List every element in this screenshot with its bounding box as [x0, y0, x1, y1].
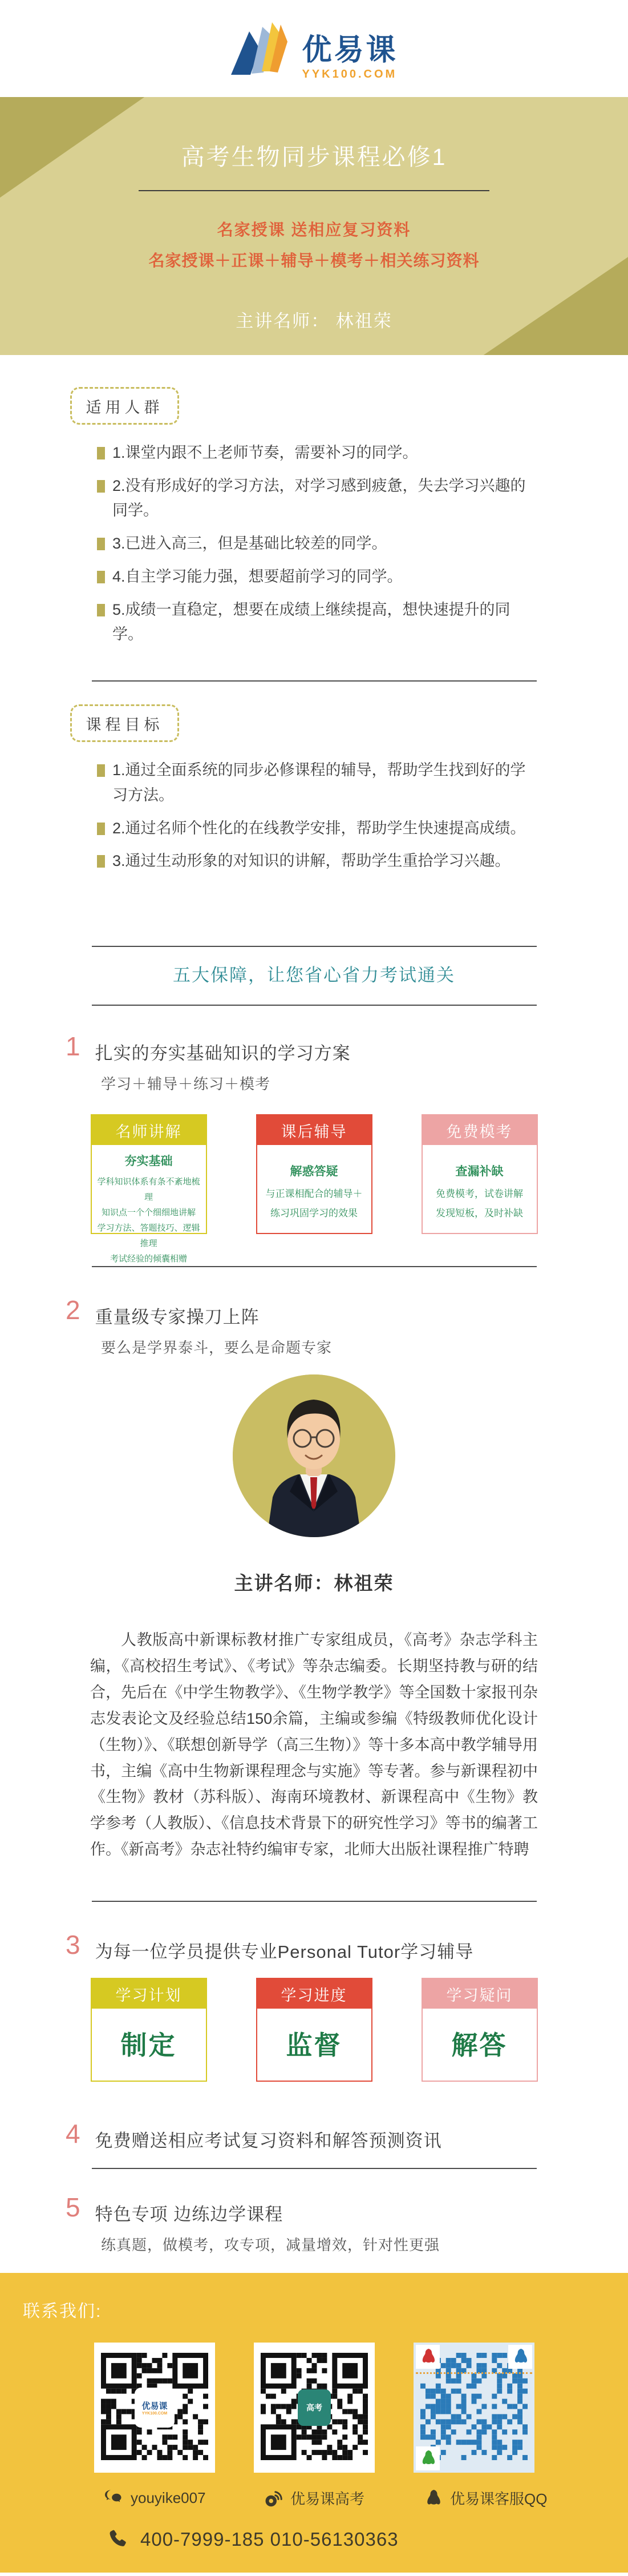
- wechat-account: youyike007: [131, 2489, 206, 2506]
- section-1-subtitle: 学习＋辅导＋练习＋模考: [101, 1075, 271, 1093]
- qr-wechat-block: [94, 2343, 215, 2509]
- section-divider: [92, 1005, 537, 1006]
- audience-list: [97, 441, 536, 647]
- plan-cards-row: [0, 1114, 628, 1264]
- brand-name: 优易课: [302, 33, 398, 67]
- qq-qr-code: [414, 2343, 534, 2473]
- penguin-icon: [508, 2345, 532, 2369]
- penguin-icon: [416, 2446, 440, 2470]
- list-item: 2.通过名师个性化的在线教学安排，帮助学生快速提高成绩。: [97, 816, 536, 841]
- tutor-cards-row: [0, 1978, 628, 2082]
- bullet-icon: [97, 855, 105, 868]
- bullet-icon: [97, 764, 105, 777]
- plan-card-tutoring: 课后辅导 解惑答疑 与正课相配合的辅导＋ 练习巩固学习的效果: [256, 1114, 372, 1234]
- goals-list: [97, 758, 536, 874]
- qr-center-logo: 优易课 YYK100.COM: [136, 2389, 173, 2426]
- section-1-heading: 1 扎实的夯实基础知识的学习方案: [66, 1031, 351, 1064]
- teacher-bio: 人教版高中新课标教材推广专家组成员，《高考》杂志学科主编，《高校招生考试》、《考试》等杂志编委。长期坚持教与研的结合，先后在《中学生物教学》、《生物学教学》等全国数十家报刊杂志发表论文及经验总结150余篇，主编或参编《特级教师优化设计（生物）》、《联想创新导学（高三生物）》等十多本高中教学辅导用书，主编《高中生物新课程理念与实施》等专著。参与新课程初中《生物》教材（苏科版）、海南环境教材、新课程高中《生物》教学参考（人教版）、《信息技术背景下的研究性学习》等书的编著工作。《新高考》杂志社特约编审专家，北师大出版社课程推广特聘: [90, 1631, 538, 1859]
- weibo-icon: [263, 2488, 283, 2509]
- brand-logo-icon: [230, 18, 294, 80]
- section-5-heading: 5 特色专项 边练边学课程: [66, 2192, 283, 2225]
- list-item: 2.没有形成好的学习方法，对学习感到疲惫，失去学习兴趣的同学。: [97, 474, 536, 523]
- audience-section-label: 适用人群: [70, 387, 179, 425]
- list-item: 5.成绩一直稳定，想要在成绩上继续提高，想快速提升的同学。: [97, 598, 536, 647]
- tutor-card-plan: 学习计划 制定: [91, 1978, 207, 2082]
- footer: [0, 2273, 628, 2573]
- section-number: 3: [66, 1930, 80, 1960]
- bullet-icon: [97, 604, 105, 616]
- phone-icon: [106, 2528, 129, 2551]
- penguin-icon: [416, 2345, 440, 2369]
- hero-banner: [0, 97, 628, 355]
- guarantee-heading: 五大保障，让您省心省力考试通关: [173, 965, 455, 986]
- section-divider: [92, 946, 537, 947]
- list-item: 1.通过全面系统的同步必修课程的辅导，帮助学生找到好的学习方法。: [97, 758, 536, 808]
- brand-logo: [230, 18, 398, 80]
- brand-domain: YYK100.COM: [302, 67, 398, 80]
- section-divider: [92, 1901, 537, 1902]
- banner-divider: [139, 190, 489, 191]
- weibo-account: 优易课高考: [290, 2490, 365, 2508]
- list-item: 4.自主学习能力强，想要超前学习的同学。: [97, 565, 536, 590]
- wechat-qr-code: [94, 2343, 215, 2473]
- teacher-name-caption: 主讲名师：林祖荣: [234, 1573, 394, 1594]
- phone-contact: [106, 2528, 628, 2551]
- list-item: 3.已进入高三，但是基础比较差的同学。: [97, 531, 536, 557]
- bullet-icon: [97, 480, 105, 493]
- bullet-icon: [97, 447, 105, 459]
- list-item: 3.通过生动形象的对知识的讲解，帮助学生重拾学习兴趣。: [97, 849, 536, 874]
- section-2-subtitle: 要么是学界泰斗，要么是命题专家: [101, 1339, 333, 1357]
- teacher-photo: [233, 1374, 395, 1537]
- qr-qq-block: [414, 2343, 548, 2509]
- bullet-icon: [97, 571, 105, 583]
- banner-promo-line-1: 名家授课 送相应复习资料: [217, 221, 411, 239]
- bullet-icon: [97, 538, 105, 550]
- qq-icon: [423, 2488, 443, 2509]
- section-number: 1: [66, 1031, 80, 1062]
- header: [0, 0, 628, 97]
- plan-card-teacher: 名师讲解 夯实基础 学科知识体系有条不紊地梳理 知识点一个个细细地讲解 学习方法、答题技巧、逻辑推理 考试经验的倾囊相赠: [91, 1114, 207, 1234]
- tutor-card-progress: 学习进度 监督: [256, 1978, 372, 2082]
- goals-section-label: 课程目标: [70, 704, 179, 742]
- tutor-card-questions: 学习疑问 解答: [422, 1978, 538, 2082]
- banner-promo-line-2: 名家授课＋正课＋辅导＋模考＋相关练习资料: [148, 252, 480, 269]
- section-number: 2: [66, 1295, 80, 1325]
- section-number: 4: [66, 2119, 80, 2149]
- contact-us-label: 联系我们:: [23, 2302, 102, 2321]
- list-item: 1.课堂内跟不上老师节奏，需要补习的同学。: [97, 441, 536, 466]
- course-title: 高考生物同步课程必修1: [181, 144, 447, 170]
- banner-teacher-line: 主讲名师： 林祖荣: [236, 311, 392, 331]
- qq-account: 优易课客服QQ: [450, 2490, 548, 2508]
- wechat-icon: [103, 2488, 124, 2508]
- section-2-heading: 2 重量级专家操刀上阵: [66, 1295, 260, 1328]
- section-3-heading: 3 为每一位学员提供专业Personal Tutor学习辅导: [66, 1930, 474, 1962]
- weibo-qr-code: [254, 2343, 375, 2473]
- section-divider: [92, 680, 537, 682]
- section-4-heading: 4 免费赠送相应考试复习资料和解答预测资讯: [66, 2119, 442, 2151]
- bullet-icon: [97, 823, 105, 835]
- section-divider: [92, 2168, 537, 2169]
- phone-numbers: 400-7999-185 010-56130363: [140, 2529, 399, 2550]
- qr-weibo-block: [254, 2343, 375, 2509]
- qr-center-logo: 高考: [298, 2389, 331, 2426]
- section-5-subtitle: 练真题，做模考，攻专项，减量增效，针对性更强: [101, 2236, 440, 2254]
- plan-card-mock-exam: 免费模考 查漏补缺 免费模考，试卷讲解 发现短板，及时补缺: [422, 1114, 538, 1234]
- section-number: 5: [66, 2192, 80, 2223]
- qr-dotted-line: [416, 2372, 532, 2374]
